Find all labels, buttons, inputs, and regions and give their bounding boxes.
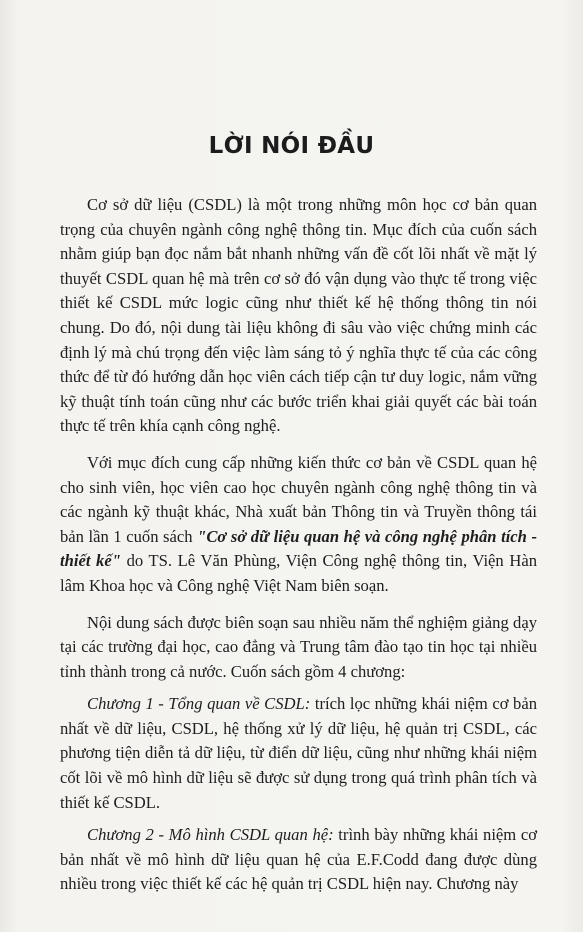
paragraph-intro: Cơ sở dữ liệu (CSDL) là một trong những môn học cơ bản quan trọng của chuyên ngành công nghệ thông tin. Mục đích của cuốn sách nhằm giúp bạn đọc nắm bắt nhanh những vấn đề cốt lõi nhất về mặt lý thuyết CSDL quan hệ mà trên cơ sở đó vận dụng vào thực tế trong việc thiết kế CSDL mức logic cũng như thiết kế hệ thống thông tin nói chung. Do đó, nội dung tài liệu không đi sâu vào việc chứng minh các định lý mà chú trọng đến việc làm sáng tỏ ý nghĩa thực tế của các công thức để từ đó hướng dẫn học viên cách tiếp cận tư duy logic, nắm vững kỹ thuật tính toán cũng như các bước triển khai giải quyết các bài toán thực tế trên khía cạnh công nghệ.	[60, 195, 537, 436]
paragraph-chapter-2	[60, 823, 537, 897]
chapter-2-description: trình bày những khái niệm cơ bản nhất về mô hình dữ liệu quan hệ của E.F.Codd đang được dùng nhiều trong việc thiết kế các hệ quản trị CSDL hiện nay. Chương này	[60, 825, 538, 894]
book-title: "Cơ sở dữ liệu quan hệ và công nghệ phân tích - thiết kế"	[60, 526, 537, 571]
page-title: LỜI NÓI ĐẦU	[208, 133, 375, 159]
paragraph-publication	[60, 451, 537, 599]
preface-body	[60, 193, 537, 905]
paragraph-content-overview: Nội dung sách được biên soạn sau nhiều năm thể nghiệm giảng dạy tại các trường đại học, cao đẳng và Trung tâm đào tạo tin học tại nhiều tỉnh thành trong cả nước. Cuốn sách gồm 4 chương:	[60, 612, 537, 681]
paragraph-chapter-1	[60, 692, 537, 815]
chapter-1-label: Chương 1 - Tổng quan về CSDL:	[87, 694, 311, 714]
publication-text-start: Với mục đích cung cấp những kiến thức cơ bản về CSDL quan hệ cho sinh viên, học viên cao học chuyên ngành công nghệ thông tin và các ngành kỹ thuật khác, Nhà xuất bản Thông tin và Truyền thông tái bản lần 1 cuốn sách	[60, 452, 537, 546]
chapter-1-description: trích lọc những khái niệm cơ bản nhất về dữ liệu, CSDL, hệ thống xử lý dữ liệu, hệ quản trị CSDL, các phương tiện diễn tả dữ liệu, từ điển dữ liệu, cũng như những khái niệm cốt lõi về mô hình dữ liệu sẽ được sử dụng trong quá trình phân tích và thiết kế CSDL.	[60, 694, 538, 812]
publication-text-end: do TS. Lê Văn Phùng, Viện Công nghệ thông tin, Viện Hàn lâm Khoa học và Công nghệ Việt Nam biên soạn.	[60, 551, 537, 595]
chapter-2-label: Chương 2 - Mô hình CSDL quan hệ:	[87, 825, 334, 845]
